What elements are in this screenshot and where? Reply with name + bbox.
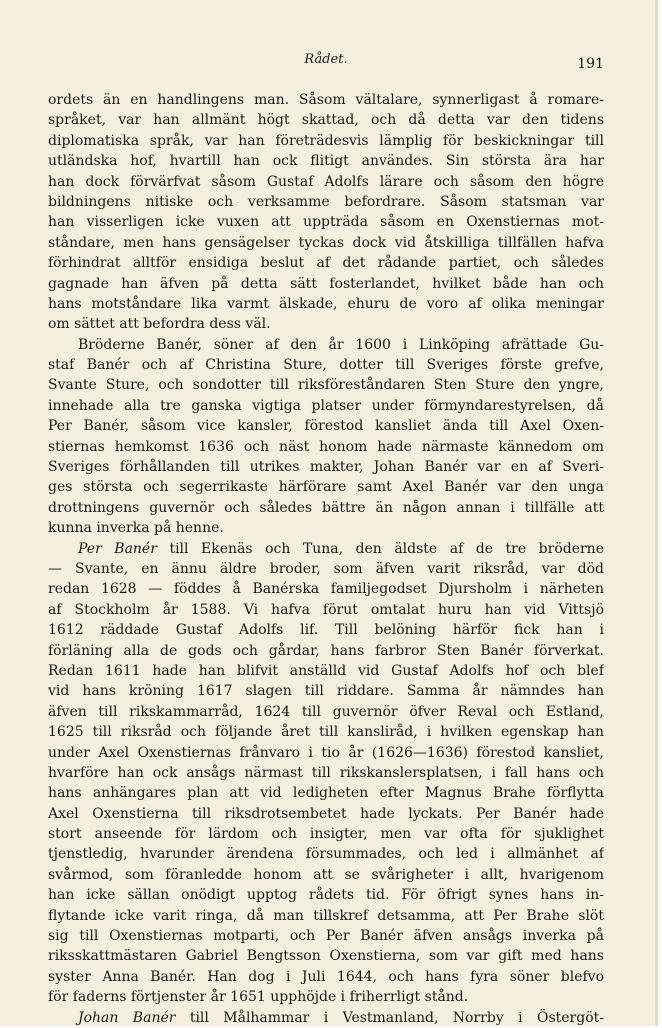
text-line: — Svante, en ännu äldre broder, som äfven varit riksråd, var död [48,560,604,577]
page-number: 191 [577,56,604,72]
text-line: ges största och segerrikaste härförare samt Axel Banér var den unga [48,479,604,496]
running-title: Rådet. [304,52,348,67]
text-line: för faderns förtjenster år 1651 upphöjde i friherrligt stånd. [48,989,469,1006]
text-line-content: till Målhammar i Vestmanland, Norrby i Östergöt- [175,1009,604,1026]
text-line: bildningens nitiske och verksamme befordrare. Såsom statsman var [48,193,604,210]
paragraph-3 [48,539,604,1008]
text-line: ståndare, men hans gensägelser tyckas dock vid åtskilliga tillfällen hafva [48,234,604,251]
text-line: af Stockholm år 1588. Vi hafva förut omtalat huru han vid Vittsjö [48,601,604,618]
text-line: han visserligen icke vuxen att uppträda såsom en Oxenstiernas mot- [48,214,604,231]
text-line: vid hans kröning 1617 slagen till riddare. Samma år nämndes han [48,683,604,700]
text-line: 1612 räddade Gustaf Adolfs lif. Till belöning härför fick han i [48,622,604,639]
text-line: Axel Oxenstierna till riksdrotsembetet hade lyckats. Per Banér hade [48,805,604,822]
text-line: stort anseende för lärdom och insigter, men var ofta för sjuklighet [48,826,604,843]
page-header [48,50,604,74]
text-line: stiernas hemkomst 1636 och näst honom hade närmaste kännedom om [48,438,604,455]
text-line: tjenstledig, hvarunder ärendena försummades, och led i allmänhet af [48,846,604,863]
text-line: hvarföre han ock ansågs närmast till rikskanslersplatsen, i fall hans och [48,764,604,781]
paragraph-4 [48,1008,604,1028]
text-line: redan 1628 — föddes å Banérska familjegodset Djursholm i närheten [48,581,604,598]
text-line: Redan 1611 hade han blifvit anställd vid Gustaf Adolfs hof och blef [48,662,604,679]
text-line: äfven till rikskammarråd, 1624 till guvernör öfver Reval och Estland, [48,703,604,720]
text-line: Svante Sture, och sondotter till riksföreståndaren Sten Sture den yngre, [48,377,604,394]
person-name: Per Banér [78,540,157,557]
text-line: gagnade han äfven på detta sätt fosterlandet, hvilket både han och [48,275,604,292]
text-line: innehade alla tre ganska vigtiga platser under förmyndarestyrelsen, då [48,397,604,414]
text-line: han dock förvärfvat såsom Gustaf Adolfs lärare och såsom den högre [48,173,604,190]
text-line: riksskattmästaren Gabriel Bengtsson Oxenstierna, som var gift med hans [48,948,604,965]
text-line: utländska hof, hvartill han ock flitigt användes. Sin största ära har [48,153,604,170]
text-line [48,539,604,559]
text-line [48,1008,604,1028]
text-line: sig till Oxenstiernas motparti, och Per Banér äfven ansågs inverka på [48,928,604,945]
text-line: om sättet att befordra dess väl. [48,316,271,333]
text-line: diplomatiska språk, var han företrädesvis lämplig för beskickningar till [48,132,604,149]
text-line: förläning alla de gods och gårdar, hans farbror Sten Banér förverkat. [48,642,604,659]
text-line: han icke sällan onödigt upptog rådets tid. För öfrigt synes hans in- [48,887,604,904]
paragraph-2 [48,335,604,539]
text-line: staf Banér och af Christina Sture, dotter till Sveriges förste grefve, [48,357,604,374]
text-line: svårmod, som föranledde honom att se svårigheter i allt, hvarigenom [48,866,604,883]
text-line: språket, var han allmänt högt skattad, och då detta var den tidens [48,112,604,129]
text-line: Sveriges förhållanden till utrikes makter, Johan Banér var en af Sveri- [48,459,604,476]
text-line: Per Banér, såsom vice kansler, förestod kansliet ända till Axel Oxen- [48,418,604,435]
text-line: förhindrat alltför ensidiga beslut af det rådande partiet, och således [48,255,604,272]
text-line: drottningens guvernör och således bättre än någon annan i tillfälle att [48,499,604,516]
text-line: under Axel Oxenstiernas frånvaro i tio år (1626—1636) förestod kansliet, [48,744,604,761]
body-text [48,90,604,1028]
text-line-content: till Ekenäs och Tuna, den äldste af de tre bröderne [156,540,604,557]
text-line: flytande icke varit ringa, då man tillskref detsamma, att Per Brahe slöt [48,907,604,924]
text-line: hans anhängares plan att vid ledigheten efter Magnus Brahe förflytta [48,785,604,802]
text-line: kunna inverka på henne. [48,520,224,537]
text-line: ordets än en handlingens man. Såsom vältalare, synnerligast å romare- [48,92,604,108]
text-line: syster Anna Banér. Han dog i Juli 1644, och hans fyra söner blefvo [48,968,604,985]
text-line-content: Bröderne Banér, söner af den år 1600 i Linköping afrättade Gu- [78,336,604,353]
text-line: 1625 till riksråd och följande året till kansliråd, i hvilken egenskap han [48,724,604,741]
person-name: Johan Banér [78,1009,176,1026]
text-line [48,335,604,355]
paragraph-1 [48,90,604,335]
text-line: hans motståndare lika varmt älskade, ehuru de voro af olika meningar [48,295,604,312]
